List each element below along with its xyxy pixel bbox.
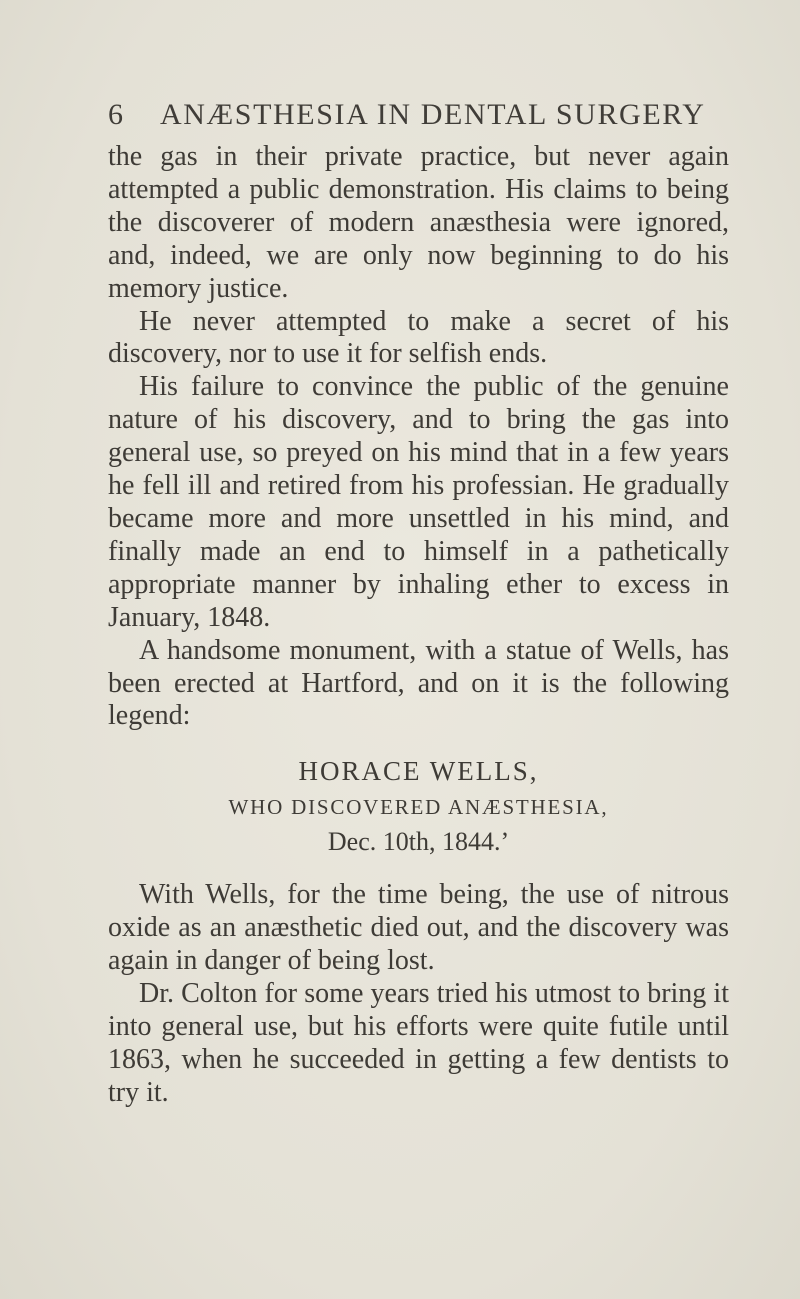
legend-date: Dec. 10th, 1844.’: [327, 827, 510, 857]
paragraph-monument: A handsome monument, with a statue of Wells, has been erected at Hartford, and on it is the following legend:: [108, 634, 729, 732]
legend-discovery: WHO DISCOVERED ANÆSTHESIA,: [228, 795, 609, 820]
paragraph-colton: Dr. Colton for some years tried his utmost to bring it into general use, but his efforts were quite futile until 1863, when he succeeded in getting a few dentists to try it.: [108, 978, 729, 1108]
paragraph-continuation: the gas in their private practice, but never again attempted a public demonstration. His claims to being the discoverer of modern anæsthesia were ignored, and, indeed, we are only now beginning to do his memory justice.: [108, 141, 729, 304]
paragraph-nitrous-oxide: With Wells, for the time being, the use of nitrous oxide as an anæsthetic died out, and the discovery was again in danger of being lost.: [108, 879, 729, 977]
body-text: [108, 141, 729, 1110]
legend-name: HORACE WELLS,: [298, 756, 539, 787]
running-header: [108, 98, 728, 142]
page-number: 6: [108, 98, 125, 131]
paragraph-failure: His failure to convince the public of the genuine nature of his discovery, and to bring the gas into general use, so preyed on his mind that in a few years he fell ill and retired from his professian. He gradually became more and more unsettled in his mind, and finally made an end to himself in a pathetically appropriate manner by inhaling ether to excess in January, 1848.: [108, 371, 729, 633]
running-title: ANÆSTHESIA IN DENTAL SURGERY: [160, 98, 706, 131]
monument-legend: [108, 753, 729, 859]
paragraph-secret: He never attempted to make a secret of his discovery, nor to use it for selfish ends.: [108, 305, 729, 370]
